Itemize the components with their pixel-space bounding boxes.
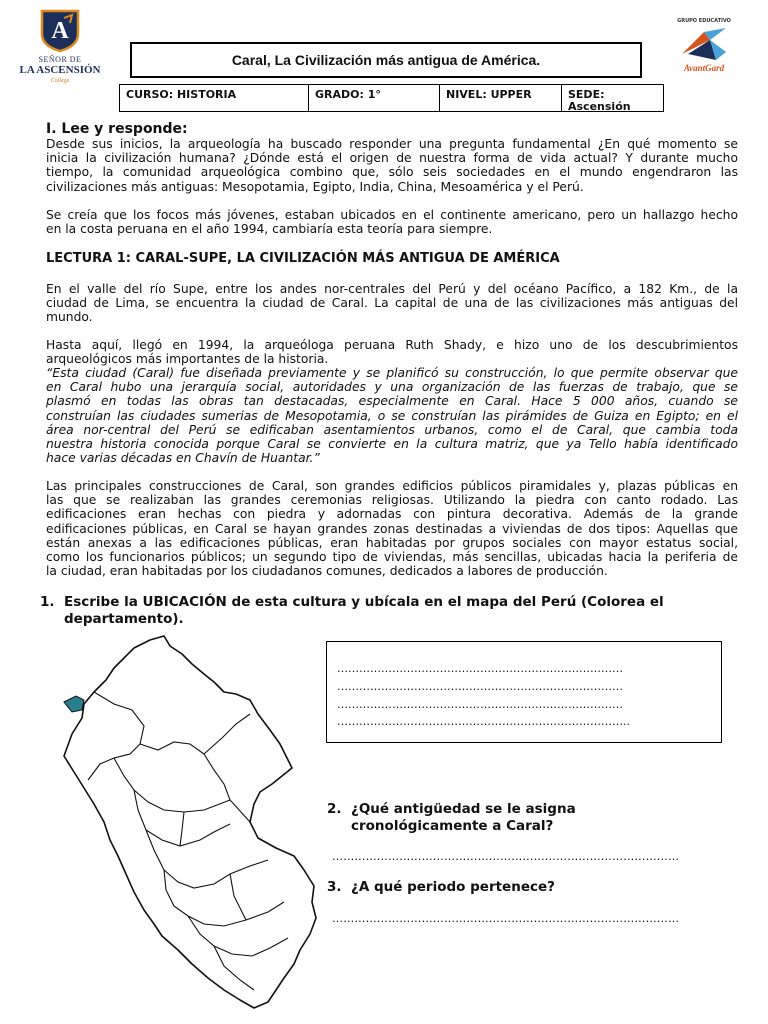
text-line: nuestra historia conocida porque Caral se convierte en la cultura matriz, que ya Tello había identificado (46, 437, 738, 452)
info-row (119, 84, 664, 112)
question-2-number: 2. (327, 801, 342, 817)
question-2-line1: ¿Qué antigüedad se le asigna (351, 801, 576, 817)
text-line: En el valle del río Supe, entre los andes nor-centrales del Perú y del océano Pacífico, a 182 Km., de la (46, 282, 738, 296)
answer-line[interactable]: …………………………………………………………………… (337, 662, 623, 675)
svg-text:A: A (51, 18, 69, 44)
shield-icon (40, 8, 80, 52)
course-cell: CURSO: HISTORIA (120, 85, 309, 111)
text-line: construían las ciudades sumerias de Mesopotamia, o se construían las pirámides de Guiza en Egipto; en el (46, 408, 738, 423)
section-heading: I. Lee y responde: (46, 121, 188, 137)
text-line: plasmó en todas las obras tan destacadas, especialmente en Caral. Hace 5 000 años, cuando se (46, 394, 738, 409)
peru-outline (64, 636, 316, 1008)
avantgard-logo (664, 18, 744, 76)
reading-quote (46, 366, 738, 465)
grade-cell: GRADO: 1° (309, 85, 440, 111)
text-line: como los funcionarios públicos; un segundo tipo de viviendas, más sencillas, ubicadas hacia la periferia de (46, 550, 738, 565)
text-line: civilizaciones más antiguas: Mesopotamia, Egipto, India, China, Mesoamérica y el Perú. (46, 179, 584, 194)
question-2 (351, 801, 731, 835)
question-2-line2: cronológicamente a Caral? (351, 818, 554, 834)
campus-label: SEDE: (568, 88, 605, 101)
answer-box-q1[interactable] (326, 641, 722, 743)
text-line: Hasta aquí, llegó en 1994, la arqueóloga peruana Ruth Shady, e hizo uno de los descubrimientos (46, 338, 738, 352)
text-line: ciudad de Lima, se encuentra la ciudad de Caral. La capital de una de las civilizaciones más antiguas del (46, 296, 738, 311)
logo-name: AvantGard (683, 63, 725, 73)
question-1-number: 1. (40, 594, 55, 610)
campus-cell (562, 85, 663, 111)
answer-line[interactable]: …………………………………………………………………… (337, 680, 623, 693)
question-3: ¿A qué periodo pertenece? (351, 879, 555, 895)
logo-line3: College (50, 78, 70, 84)
text-line: edificaciones eran hechas con piedra y adornadas con pintura decorativa. Además de la grande (46, 507, 738, 522)
intro-paragraph-2 (46, 208, 738, 236)
text-line: área nor-central del Perú se edificaban asentamientos urbanos, como el de Caral, que cambia toda (46, 422, 738, 437)
answer-line[interactable]: …………………………………………………………………….. (337, 715, 630, 728)
text-line: en Caral hubo una jerarquía social, autoridades y una organización de las fuerzas de trabajo, que se (46, 380, 738, 395)
text-line: edificaciones públicas, en Caral se hayan grandes zonas destinadas a viviendas de dos tipos: Aquellas que (46, 521, 738, 536)
text-line: la ciudad, eran habitadas por los ciudadanos comunes, dedicados a labores de producción. (46, 564, 608, 579)
campus-value: Ascensión (568, 100, 631, 113)
answer-line-q2[interactable]: ………………………………………………………………………………… (332, 850, 680, 863)
text-line: en la costa peruana en el año 1994, cambiaría esta teoría para siempre. (46, 222, 493, 237)
text-line: tiempo, la comunidad arqueológica combino que, sólo seis sociedades en el mundo engendraron las (46, 165, 738, 180)
reading-paragraph-1 (46, 282, 738, 325)
text-line: Las principales construcciones de Caral, son grandes edificios públicos piramidales y, plazas públicas en (46, 479, 738, 493)
answer-line-q3[interactable]: ………………………………………………………………………………… (332, 912, 680, 925)
text-line: inicia la civilización humana? ¿Dónde está el origen de nuestra forma de vida actual? Y durante mucho (46, 151, 738, 166)
highlighted-region (64, 696, 84, 712)
level-cell: NIVEL: UPPER (440, 85, 562, 111)
text-line: Desde sus inicios, la arqueología ha buscado responder una pregunta fundamental ¿En qué momento se (46, 137, 738, 151)
text-line: las que se realizaban las grandes ceremonias religiosas. Utilizando la piedra con canto rodado. Las (46, 493, 738, 508)
reading-paragraph-2 (46, 338, 738, 366)
school-logo (14, 8, 106, 92)
logo-line1: SEÑOR DE (38, 55, 82, 64)
question-3-number: 3. (327, 879, 342, 895)
page-title: Caral, La Civilización más antigua de América. (130, 42, 642, 78)
logo-group-label: GRUPO EDUCATIVO (677, 18, 731, 24)
question-1-line1: Escribe la UBICACIÓN de esta cultura y ubícala en el mapa del Perú (Colorea el (64, 594, 664, 610)
peru-map[interactable] (54, 634, 334, 1012)
intro-paragraph (46, 137, 738, 194)
logo-line2: LA ASCENSIÓN (19, 64, 101, 76)
text-line: Se creía que los focos más jóvenes, estaban ubicados en el continente americano, pero un hallazgo hecho (46, 208, 738, 222)
text-line: “Esta ciudad (Caral) fue diseñada previamente y se planificó su construcción, lo que permite observar que (46, 366, 738, 380)
answer-line[interactable]: …………………………………………………………………… (337, 698, 623, 711)
reading-title: LECTURA 1: CARAL-SUPE, LA CIVILIZACIÓN MÁS ANTIGUA DE AMÉRICA (46, 251, 560, 266)
text-line: están anexas a las edificaciones públicas, eran habitadas por grupos sociales con mayor estatus social, (46, 535, 738, 550)
reading-paragraph-3 (46, 479, 738, 578)
bird-icon (680, 26, 728, 62)
question-1-line2: departamento). (64, 611, 184, 627)
text-line: arqueológicos más importantes de la historia. (46, 352, 329, 367)
text-line: hace varias décadas en Chavín de Huantar.” (46, 451, 320, 466)
question-1 (64, 594, 744, 628)
text-line: mundo. (46, 310, 93, 325)
